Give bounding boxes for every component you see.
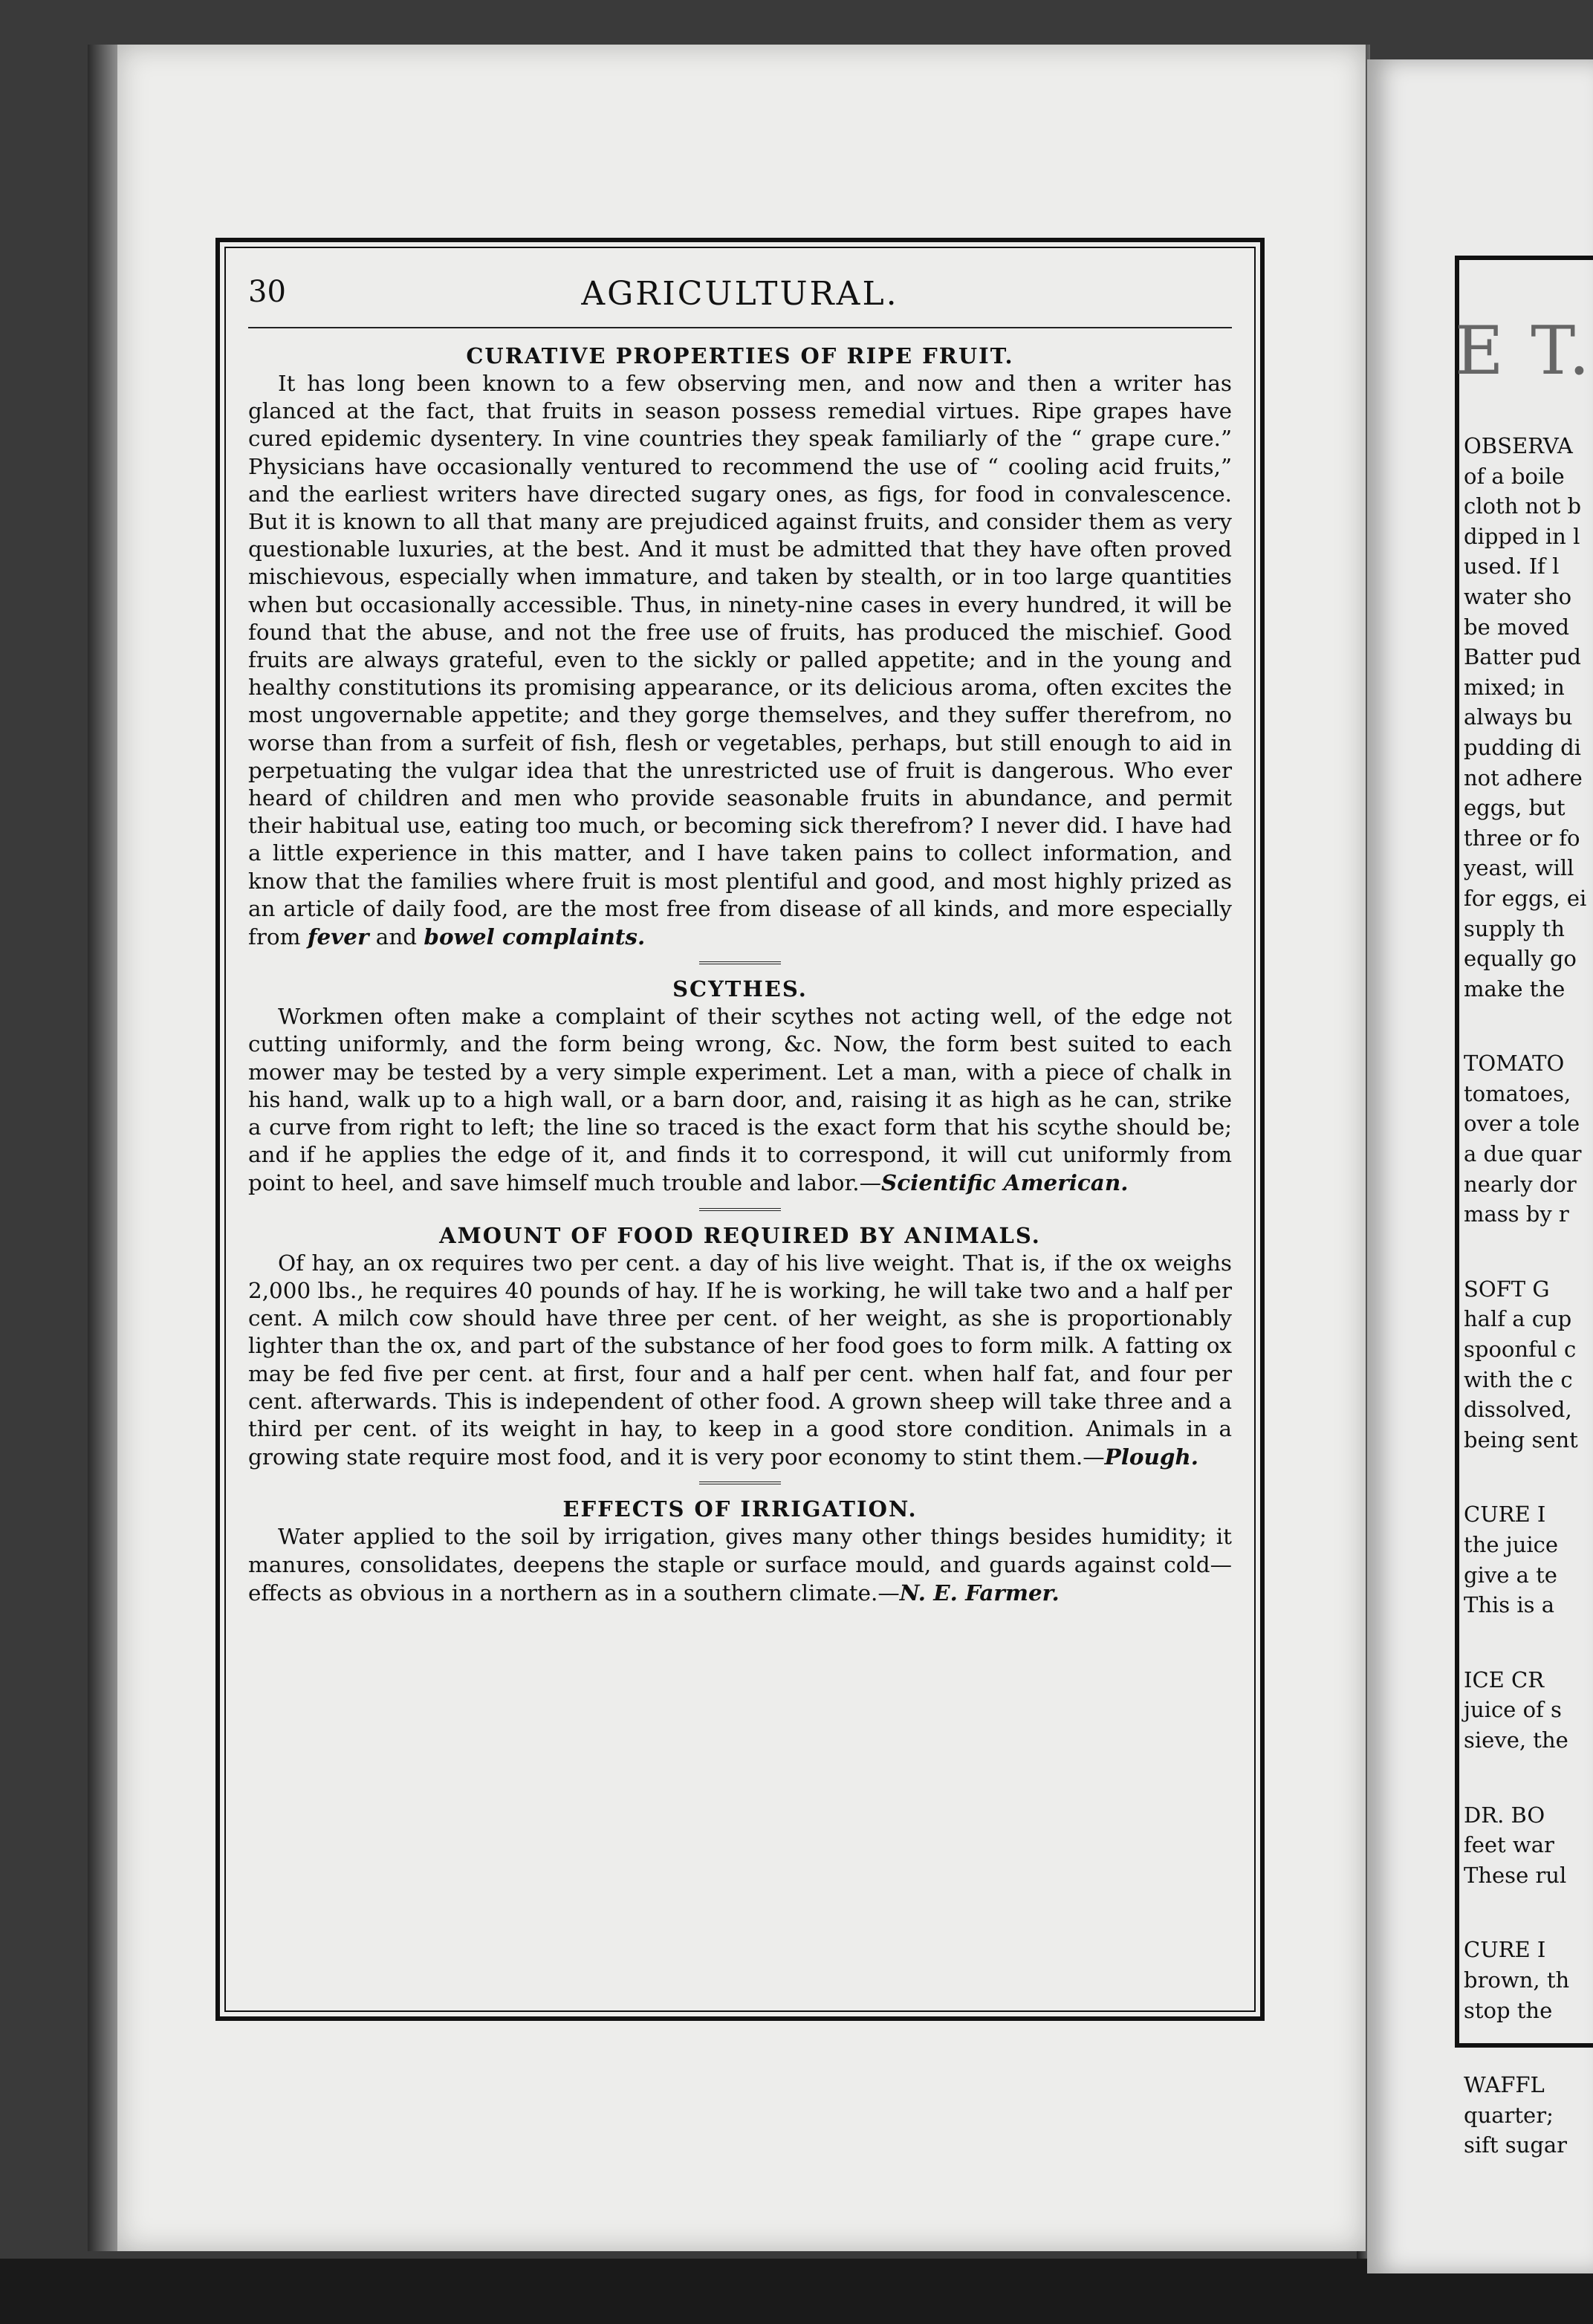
text-line-fragment: be moved xyxy=(1464,614,1570,640)
text-line-fragment: This is a xyxy=(1464,1592,1555,1618)
paragraph-gap xyxy=(1464,1902,1593,1923)
article-title: AMOUNT OF FOOD REQUIRED BY ANIMALS. xyxy=(439,1222,1041,1248)
text-line-fragment: tomatoes, xyxy=(1464,1080,1571,1106)
text-line-fragment: quarter; xyxy=(1464,2102,1554,2128)
text-line-fragment: brown, th xyxy=(1464,1967,1570,1993)
article-effects-of-irrigation xyxy=(248,1496,1232,1607)
article-title: SCYTHES. xyxy=(672,976,808,1002)
article-source: N. E. Farmer. xyxy=(899,1579,1060,1606)
running-title: AGRICULTURAL. xyxy=(581,275,899,313)
running-head xyxy=(248,275,1232,328)
page-frame xyxy=(215,238,1265,2021)
right-running-title-fragment: E T. xyxy=(1455,312,1593,390)
text-line-fragment: sieve, the xyxy=(1464,1727,1568,1753)
article-amount-of-food xyxy=(248,1223,1232,1472)
text-line-fragment: pudding di xyxy=(1464,734,1581,760)
text-line-fragment: always bu xyxy=(1464,704,1573,730)
text-line-fragment: nearly dor xyxy=(1464,1171,1577,1197)
right-page-text-column xyxy=(1464,431,1593,2161)
section-divider xyxy=(699,1208,781,1214)
paragraph-gap xyxy=(1464,1768,1593,1788)
article-scythes xyxy=(248,976,1232,1197)
text-line-fragment: These rul xyxy=(1464,1862,1567,1888)
text-line-fragment: CURE I xyxy=(1464,1502,1546,1528)
text-line-fragment: three or fo xyxy=(1464,825,1580,851)
text-line-fragment: water sho xyxy=(1464,583,1572,609)
article-body xyxy=(248,1003,1232,1197)
text-line-fragment: dipped in l xyxy=(1464,523,1580,549)
text-line-fragment: TOMATO xyxy=(1464,1051,1565,1077)
text-line-fragment: the juice xyxy=(1464,1532,1559,1557)
text-line-fragment: SOFT G xyxy=(1464,1276,1550,1302)
text-line-fragment: being sent xyxy=(1464,1426,1578,1452)
article-text: It has long been known to a few observing men, and now and then a writer has glanced at the fact, that fruits in season possess remedial virtues. Ripe grapes have cured epidemic dysentery. In vine countries they speak familiarly of the “ grape cure.” Physicians have occasionally ventured to recommend the use of “ cooling acid fruits,” and the earliest writers have directed sugary ones, as figs, for food in convalescence. But it is known to all that many are prejudiced against fruits, and consider them as very questionable luxuries, at the best. And it must be admitted that they have often proved mischievous, especially when immature, and taken by stealth, or in too large quantities when but occasionally accessible. Thus, in ninety-nine cases in every hundred, it will be found that the abuse, and not the free use of fruits, has produced the mischief. Good fruits are always grateful, even to the sickly or palled appetite; and in the young and healthy constitutions its promising appearance, or its delicious aroma, often excites the most ungovernable appetite; and they gorge themselves, and they suffer therefrom, no worse than from a surfeit of fish, flesh or vegetables, perhaps, but still enough to aid in perpetuating the vulgar idea that the unrestricted use of fruit is dangerous. Who ever heard of children and men who provide seasonable fruits in abundance, and permit their habitual use, eating too much, or becoming sick therefrom? I never did. I have had a little experience in this matter, and I have taken pains to collect information, and know that the families where fruit is most plentiful and good, and most highly prized as an article of daily food, are the most free from disease of all kinds, and more especially from xyxy=(248,371,1232,950)
text-line-fragment: give a te xyxy=(1464,1562,1557,1588)
text-line-fragment: over a tole xyxy=(1464,1111,1580,1137)
text-line-fragment: juice of s xyxy=(1464,1697,1562,1723)
text-line-fragment: WAFFL xyxy=(1464,2072,1545,2098)
article-title: CURATIVE PROPERTIES OF RIPE FRUIT. xyxy=(466,343,1014,369)
article-emphasis: fever xyxy=(307,924,369,950)
article-body xyxy=(248,1523,1232,1607)
text-line-fragment: used. If l xyxy=(1464,554,1560,580)
text-line-fragment: feet war xyxy=(1464,1832,1554,1858)
text-line-fragment: yeast, will xyxy=(1464,855,1574,881)
text-line-fragment: dissolved, xyxy=(1464,1397,1572,1423)
text-line-fragment: sift sugar xyxy=(1464,2132,1568,2158)
section-divider xyxy=(699,961,781,967)
section-divider xyxy=(699,1481,781,1487)
text-line-fragment: mixed; in xyxy=(1464,674,1565,700)
article-source: Plough. xyxy=(1104,1444,1199,1470)
scan-background xyxy=(0,2259,1593,2324)
text-line-fragment: stop the xyxy=(1464,1997,1553,2023)
right-page xyxy=(1367,59,1593,2273)
text-line-fragment: for eggs, ei xyxy=(1464,885,1587,911)
text-line-fragment: not adhere xyxy=(1464,765,1583,791)
text-line-fragment: spoonful c xyxy=(1464,1337,1577,1363)
page-frame-inner xyxy=(224,247,1256,2012)
text-line-fragment: CURE I xyxy=(1464,1937,1546,1963)
paragraph-gap xyxy=(1464,1016,1593,1036)
text-line-fragment: eggs, but xyxy=(1464,795,1566,821)
article-text: Water applied to the soil by irrigation, gives many other things besides humidity; it manures, consolidates, deepens the staple or surface mould, and guards against cold—effects as obvious in a northern as in a southern climate.— xyxy=(248,1524,1232,1606)
article-text: Of hay, an ox requires two per cent. a day of his live weight. That is, if the ox weighs 2,000 lbs., he requires 40 pounds of hay. If he is working, he will take two and a half per cent. A milch cow should have three per cent. of her weight, as she is proportionably lighter than the ox, and part of the substance of her food goes to form milk. A fatting ox may be fed five per cent. at first, four and a half per cent. when half fat, and four per cent. afterwards. This is independent of other food. A grown sheep will take three and a third per cent. of its weight in hay, to keep in a good store condition. Animals in a growing state require most food, and it is very poor economy to stint them.— xyxy=(248,1250,1232,1470)
article-title: EFFECTS OF IRRIGATION. xyxy=(562,1496,918,1522)
text-line-fragment: equally go xyxy=(1464,946,1577,972)
text-line-fragment: make the xyxy=(1464,976,1566,1002)
text-line-fragment: with the c xyxy=(1464,1366,1573,1392)
article-emphasis: bowel complaints. xyxy=(424,924,646,950)
paragraph-gap xyxy=(1464,1241,1593,1262)
text-line-fragment: a due quar xyxy=(1464,1141,1582,1167)
paragraph-gap xyxy=(1464,1467,1593,1487)
article-source: Scientific American. xyxy=(881,1169,1129,1196)
text-line-fragment: ICE CR xyxy=(1464,1666,1545,1692)
text-line-fragment: Batter pud xyxy=(1464,644,1581,670)
article-text: Workmen often make a complaint of their scythes not acting well, of the edge not cutting uniformly, and the form being wrong, &c. Now, the form best suited to each mower may be tested by a very simple experiment. Let a man, with a piece of chalk in his hand, walk up to a high wall, or a barn door, and, raising it as high as he can, strike a curve from right to left; the line so traced is the exact form that his scythe should be; and if he applies the edge of it, and finds it to correspond, it will cut uniformly from point to heel, and save himself much trouble and labor.— xyxy=(248,1004,1232,1196)
paragraph-gap xyxy=(1464,2037,1593,2058)
text-line-fragment: half a cup xyxy=(1464,1306,1572,1332)
text-line-fragment: DR. BO xyxy=(1464,1802,1545,1828)
paragraph-gap xyxy=(1464,1632,1593,1653)
text-line-fragment: of a boile xyxy=(1464,463,1565,489)
article-body xyxy=(248,370,1232,951)
article-body xyxy=(248,1250,1232,1472)
article-text-connector: and xyxy=(369,924,424,950)
text-line-fragment: supply th xyxy=(1464,915,1565,941)
article-curative-properties xyxy=(248,343,1232,951)
page-number: 30 xyxy=(248,275,286,309)
text-line-fragment: OBSERVA xyxy=(1464,433,1573,458)
text-line-fragment: mass by r xyxy=(1464,1201,1569,1227)
text-line-fragment: cloth not b xyxy=(1464,493,1582,519)
